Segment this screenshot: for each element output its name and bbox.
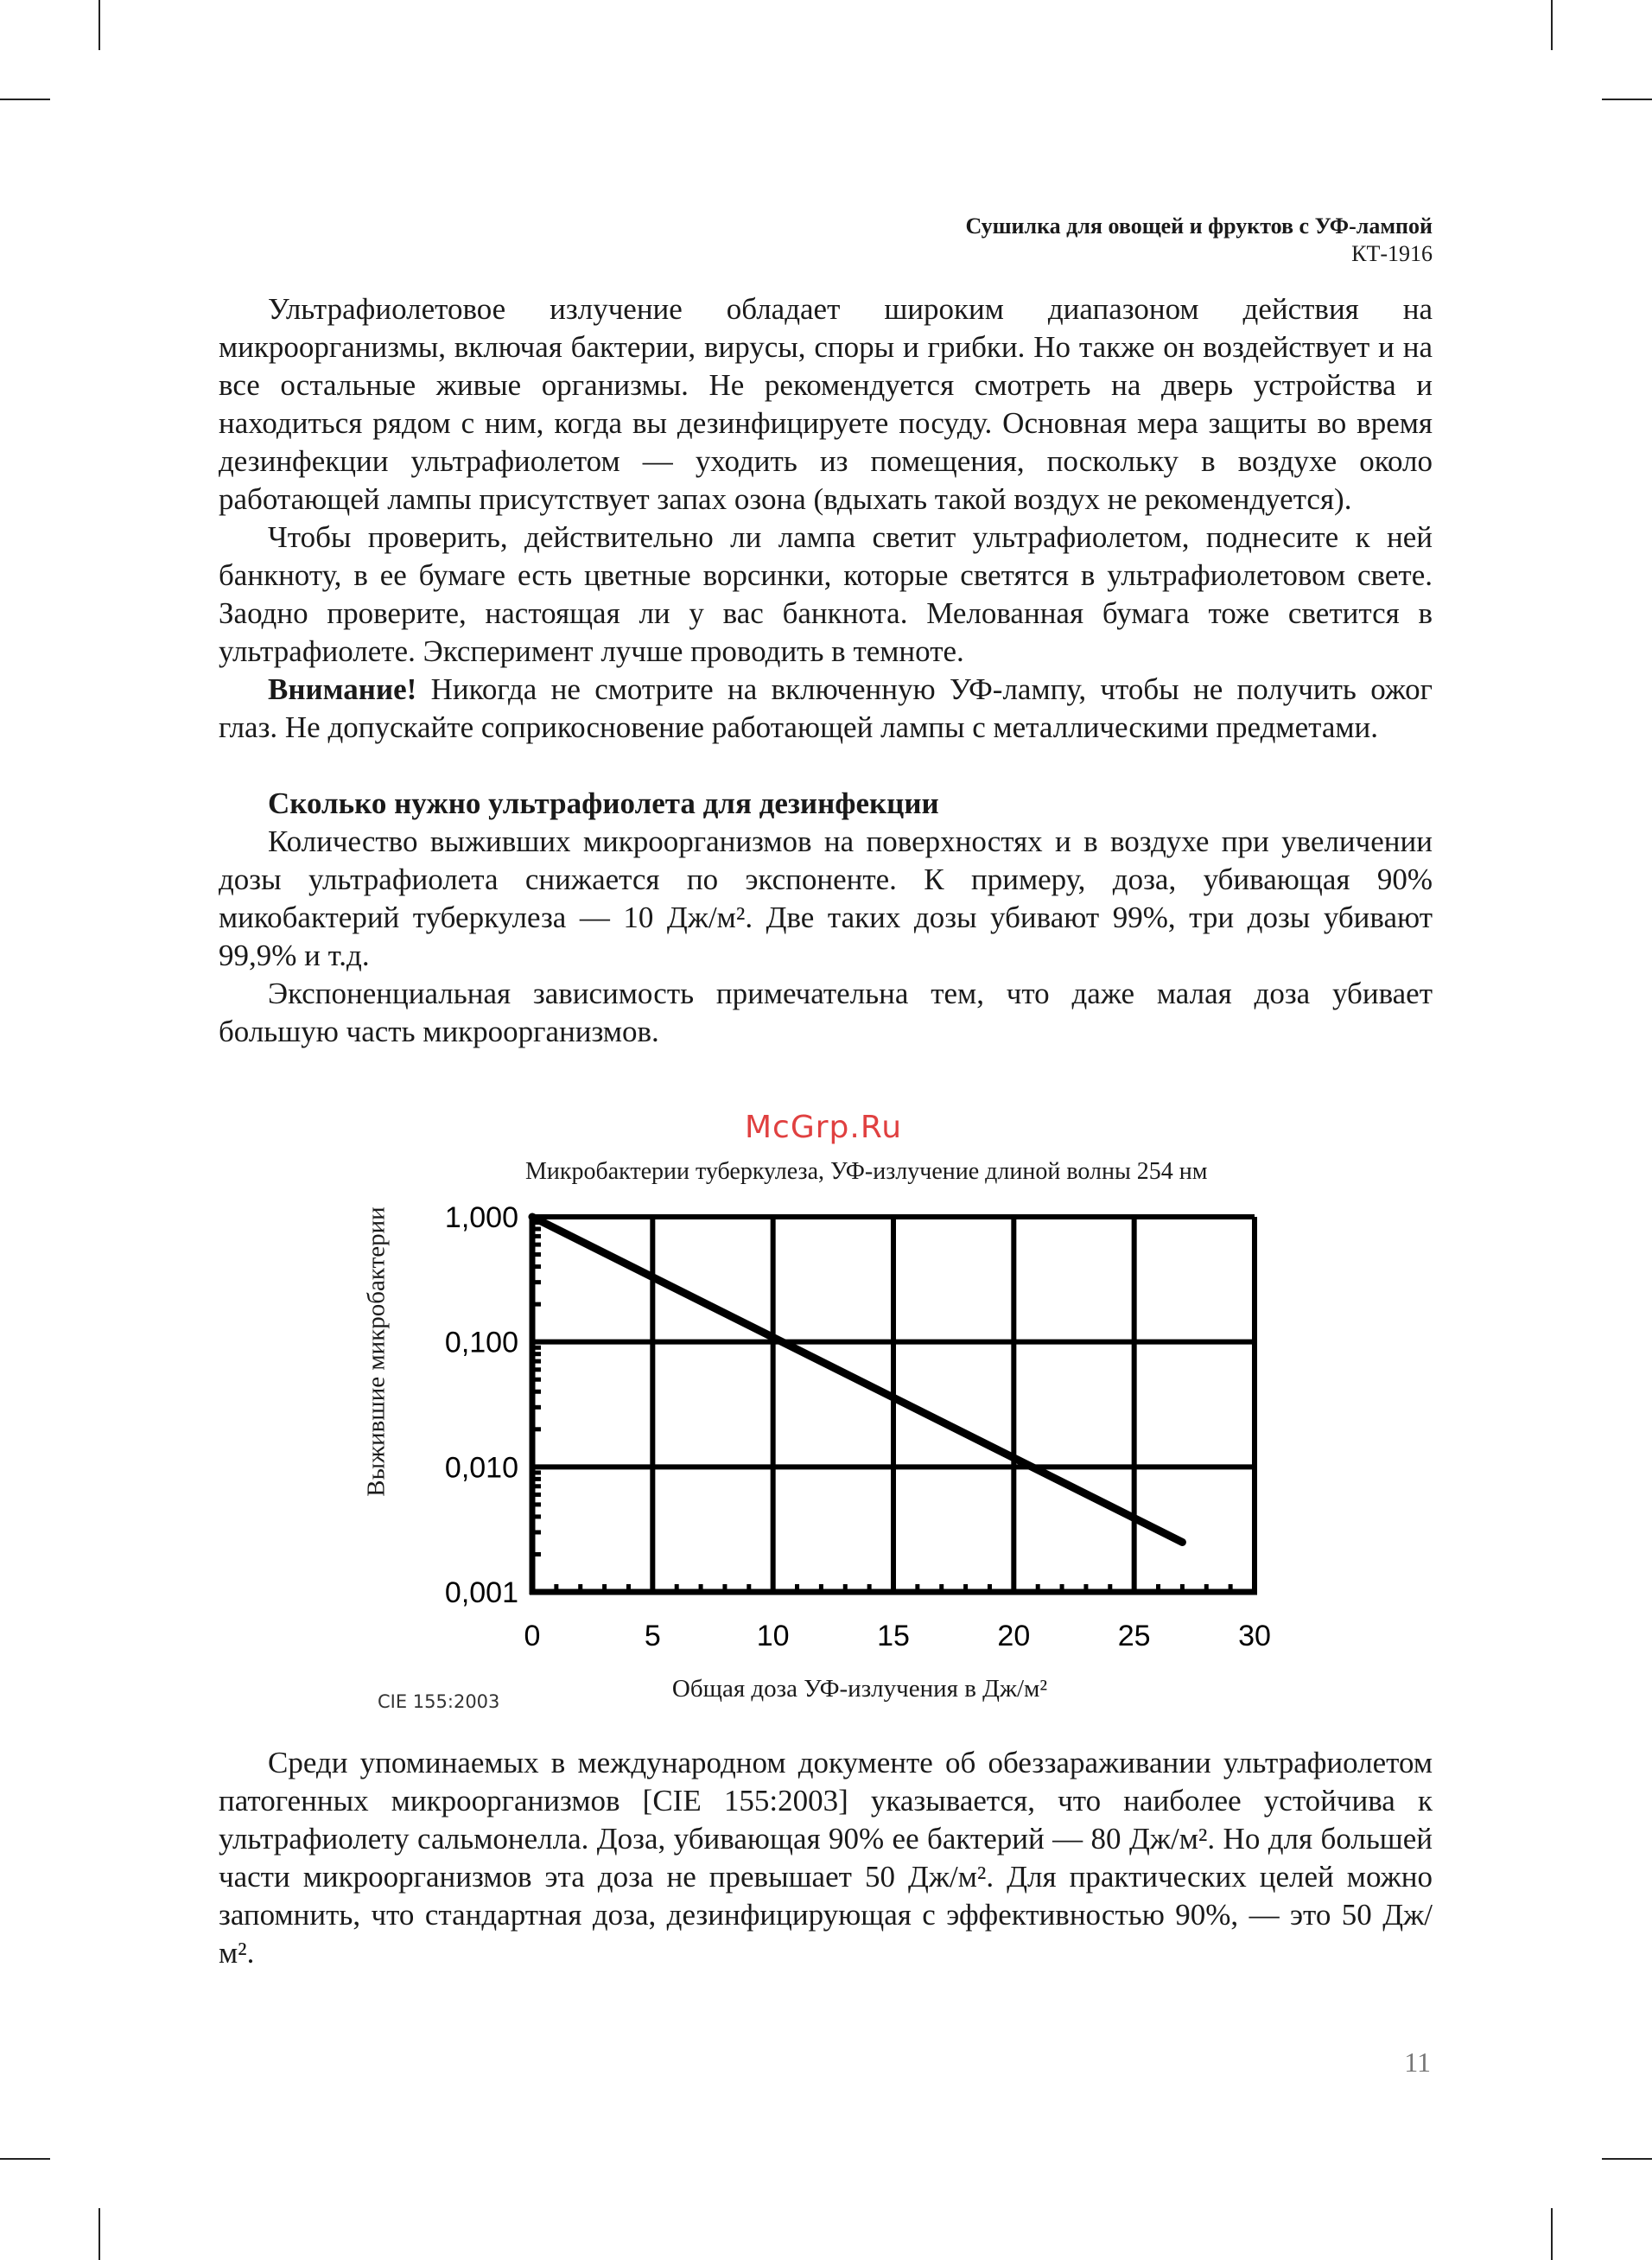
y-tick-label: 0,001 [444, 1576, 518, 1609]
x-tick-label: 25 [1117, 1620, 1151, 1652]
crop-mark [98, 0, 100, 50]
crop-mark [0, 2158, 50, 2160]
paragraph: Чтобы проверить, действительно ли лампа светит ультрафиолетом, поднесите к ней банкноту, в ее бумаге есть цветные ворсинки, которые светятся в ультрафиолетовом свете. Заодно проверите, настоящая ли у вас банкнота. Мелованная бумага тоже светится в ультрафиолете. Эксперимент лучше проводить в темноте. [219, 520, 1433, 668]
y-tick-label: 1,000 [444, 1201, 518, 1234]
y-tick-label: 0,010 [444, 1451, 518, 1485]
text-block-top [219, 290, 1433, 1051]
paragraph: Среди упоминаемых в международном документе об обеззараживании ультрафиолетом патогенных микроорганизмов [CIE 155:2003] указывается, что наиболее устойчива к ультрафиолету сальмонелла. Доза, убивающая 90% ее бактерий — 80 Дж/м². Но для большей части микроорганизмов эта доза не превышает 50 Дж/м². Для практических целей можно запомнить, что стандартная доза, дезинфицирующая с эффективностью 90%, — это 50 Дж/м². [219, 1746, 1433, 1970]
header-title: Сушилка для овощей и фруктов с УФ-лампой [965, 213, 1433, 239]
x-tick-label: 30 [1238, 1620, 1271, 1652]
paragraph-warning [219, 671, 1433, 747]
chart [406, 1201, 1287, 1668]
x-tick-label: 15 [877, 1620, 910, 1652]
chart-y-label: Выжившие микробактерии [362, 1206, 391, 1497]
crop-mark [1602, 2158, 1652, 2160]
x-tick-label: 5 [644, 1620, 661, 1652]
text-block-bottom [219, 1744, 1433, 1972]
x-tick-label: 0 [524, 1620, 541, 1652]
crop-mark [1551, 0, 1553, 50]
running-header [965, 213, 1433, 268]
spacer [219, 747, 1433, 785]
x-tick-label: 20 [997, 1620, 1031, 1652]
y-tick-label: 0,100 [444, 1326, 518, 1359]
crop-mark [1602, 99, 1652, 100]
paragraph: Количество выживших микроорганизмов на поверхностях и в воздухе при увеличении дозы ультрафиолета снижается по экспоненте. К примеру, доза, убивающая 90% микобактерий туберкулеза — 10 Дж/м². Две таких дозы убивают 99%, три дозы убивают 99,9% и т.д. [219, 824, 1433, 972]
chart-source: CIE 155:2003 [378, 1691, 500, 1712]
x-tick-label: 10 [756, 1620, 790, 1652]
paragraph: Ультрафиолетовое излучение обладает широким диапазоном действия на микроорганизмы, включая бактерии, вирусы, споры и грибки. Но также он воздействует и на все остальные живые организмы. Не рекомендуется смотреть на дверь устройства и находиться рядом с ним, когда вы дезинфицируете посуду. Основная мера защиты во время дезинфекции ультрафиолетом — уходить из помещения, поскольку в воздухе около работающей лампы присутствует запах озона (вдыхать такой воздух не рекомендуется). [219, 292, 1433, 516]
watermark: McGrp.Ru [745, 1110, 903, 1145]
paragraph: Экспоненциальная зависимость примечательна тем, что даже малая доза убивает большую часть микроорганизмов. [219, 977, 1433, 1048]
series-line [532, 1217, 1182, 1542]
header-model: КТ-1916 [1351, 241, 1433, 266]
crop-mark [0, 99, 50, 100]
warning-text: Никогда не смотрите на включенную УФ-лампу, чтобы не получить ожог глаз. Не допускайте соприкосновение работающей лампы с металлическими предметами. [219, 672, 1433, 744]
chart-x-label: Общая доза УФ-излучения в Дж/м² [671, 1675, 1048, 1703]
warning-label: Внимание! [268, 672, 417, 706]
chart-title: Микробактерии туберкулеза, УФ-излучение длиной волны 254 нм [525, 1158, 1208, 1185]
crop-mark [98, 2208, 100, 2260]
crop-mark [1551, 2208, 1553, 2260]
page-number: 11 [1404, 2047, 1431, 2078]
section-heading: Сколько нужно ультрафиолета для дезинфекции [268, 786, 939, 820]
